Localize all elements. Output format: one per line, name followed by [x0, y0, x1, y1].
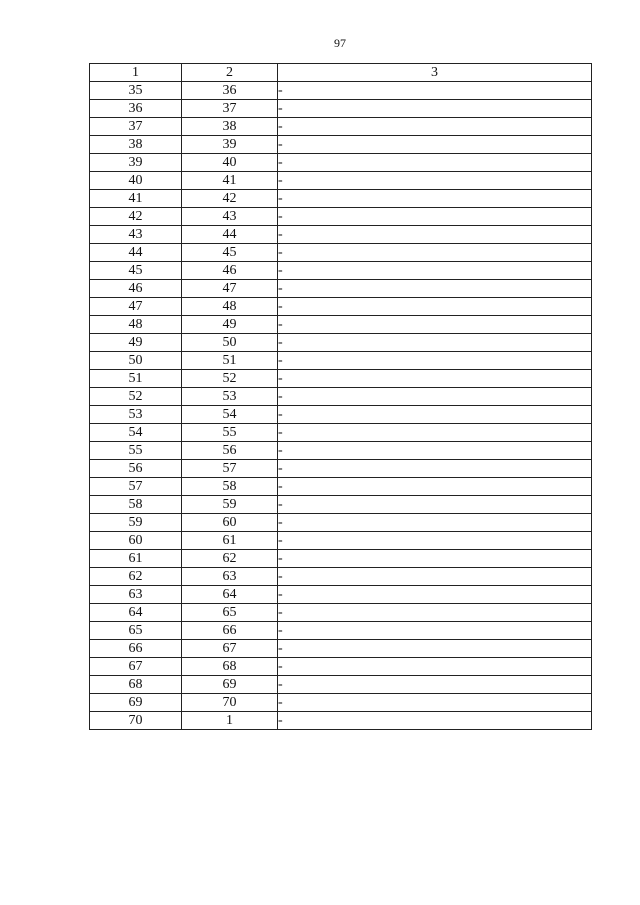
table-cell-col-1: 50 [90, 352, 182, 370]
table-cell-col-3: - [278, 388, 592, 406]
table-cell-col-1: 37 [90, 118, 182, 136]
table-row [90, 712, 592, 730]
table-row [90, 514, 592, 532]
table-cell-col-3: - [278, 712, 592, 730]
table-row [90, 262, 592, 280]
table-cell-col-2: 53 [182, 388, 278, 406]
table-row [90, 100, 592, 118]
table-row [90, 550, 592, 568]
table-cell-col-2: 57 [182, 460, 278, 478]
table-cell-col-2: 62 [182, 550, 278, 568]
table-cell-col-1: 40 [90, 172, 182, 190]
table-cell-col-3: - [278, 532, 592, 550]
table-cell-col-3: - [278, 244, 592, 262]
table-header [90, 64, 592, 82]
table-row [90, 658, 592, 676]
table-cell-col-3: - [278, 262, 592, 280]
table-row [90, 244, 592, 262]
table-cell-col-1: 59 [90, 514, 182, 532]
table-cell-col-2: 54 [182, 406, 278, 424]
table-cell-col-1: 67 [90, 658, 182, 676]
table-cell-col-2: 41 [182, 172, 278, 190]
table-cell-col-2: 1 [182, 712, 278, 730]
table-row [90, 316, 592, 334]
table-cell-col-3: - [278, 82, 592, 100]
table-cell-col-3: - [278, 136, 592, 154]
table-cell-col-3: - [278, 694, 592, 712]
table-cell-col-3: - [278, 586, 592, 604]
table-cell-col-1: 53 [90, 406, 182, 424]
table-cell-col-1: 51 [90, 370, 182, 388]
table-row [90, 118, 592, 136]
table-cell-col-1: 55 [90, 442, 182, 460]
table-row [90, 604, 592, 622]
table-row [90, 496, 592, 514]
table-cell-col-2: 37 [182, 100, 278, 118]
table-cell-col-2: 59 [182, 496, 278, 514]
table-cell-col-1: 36 [90, 100, 182, 118]
table-cell-col-3: - [278, 676, 592, 694]
table-cell-col-3: - [278, 226, 592, 244]
page-number: 97 [334, 36, 346, 50]
table-cell-col-3: - [278, 622, 592, 640]
table-cell-col-2: 43 [182, 208, 278, 226]
table-row [90, 298, 592, 316]
table-cell-col-3: - [278, 154, 592, 172]
table-cell-col-2: 40 [182, 154, 278, 172]
table-row [90, 208, 592, 226]
table-cell-col-1: 64 [90, 604, 182, 622]
table-cell-col-2: 63 [182, 568, 278, 586]
column-header-3: 3 [278, 64, 592, 82]
table-cell-col-3: - [278, 604, 592, 622]
table-cell-col-2: 39 [182, 136, 278, 154]
header-row [90, 64, 592, 82]
table-cell-col-2: 56 [182, 442, 278, 460]
table-cell-col-1: 56 [90, 460, 182, 478]
table-cell-col-3: - [278, 316, 592, 334]
table-row [90, 226, 592, 244]
table-cell-col-2: 65 [182, 604, 278, 622]
table-cell-col-2: 49 [182, 316, 278, 334]
table-cell-col-1: 52 [90, 388, 182, 406]
table-row [90, 424, 592, 442]
column-header-1: 1 [90, 64, 182, 82]
table-cell-col-1: 62 [90, 568, 182, 586]
table-cell-col-1: 65 [90, 622, 182, 640]
table-cell-col-2: 67 [182, 640, 278, 658]
table-cell-col-1: 42 [90, 208, 182, 226]
table-cell-col-1: 63 [90, 586, 182, 604]
table-cell-col-2: 45 [182, 244, 278, 262]
table-cell-col-2: 36 [182, 82, 278, 100]
table-cell-col-2: 64 [182, 586, 278, 604]
table-cell-col-3: - [278, 298, 592, 316]
table-cell-col-3: - [278, 334, 592, 352]
table-row [90, 442, 592, 460]
table-cell-col-2: 48 [182, 298, 278, 316]
table-cell-col-1: 47 [90, 298, 182, 316]
table-row [90, 82, 592, 100]
table-row [90, 406, 592, 424]
table-row [90, 136, 592, 154]
table-cell-col-1: 49 [90, 334, 182, 352]
table-cell-col-1: 60 [90, 532, 182, 550]
table-row [90, 568, 592, 586]
table-cell-col-3: - [278, 568, 592, 586]
table-cell-col-3: - [278, 460, 592, 478]
table-cell-col-3: - [278, 406, 592, 424]
table-cell-col-2: 69 [182, 676, 278, 694]
table-cell-col-1: 39 [90, 154, 182, 172]
table-cell-col-3: - [278, 208, 592, 226]
table-cell-col-1: 41 [90, 190, 182, 208]
table-body [90, 82, 592, 730]
table-cell-col-2: 66 [182, 622, 278, 640]
table-row [90, 586, 592, 604]
data-table [89, 63, 592, 730]
table-cell-col-3: - [278, 640, 592, 658]
column-header-2: 2 [182, 64, 278, 82]
table-cell-col-1: 70 [90, 712, 182, 730]
table-row [90, 460, 592, 478]
table-cell-col-1: 38 [90, 136, 182, 154]
table-row [90, 352, 592, 370]
table-row [90, 694, 592, 712]
table-cell-col-1: 69 [90, 694, 182, 712]
table-cell-col-3: - [278, 172, 592, 190]
table-row [90, 334, 592, 352]
table-cell-col-2: 61 [182, 532, 278, 550]
table-cell-col-3: - [278, 658, 592, 676]
table-cell-col-3: - [278, 514, 592, 532]
table-cell-col-1: 58 [90, 496, 182, 514]
table-cell-col-1: 44 [90, 244, 182, 262]
table-cell-col-2: 44 [182, 226, 278, 244]
table-cell-col-3: - [278, 280, 592, 298]
table-cell-col-1: 48 [90, 316, 182, 334]
table-row [90, 640, 592, 658]
table-row [90, 478, 592, 496]
table-cell-col-2: 58 [182, 478, 278, 496]
table-cell-col-2: 46 [182, 262, 278, 280]
table-cell-col-3: - [278, 478, 592, 496]
table-row [90, 190, 592, 208]
table-cell-col-1: 54 [90, 424, 182, 442]
table-cell-col-1: 43 [90, 226, 182, 244]
table-row [90, 172, 592, 190]
table-cell-col-2: 38 [182, 118, 278, 136]
table-row [90, 280, 592, 298]
table-cell-col-2: 47 [182, 280, 278, 298]
table-row [90, 154, 592, 172]
table-cell-col-2: 60 [182, 514, 278, 532]
table-cell-col-2: 50 [182, 334, 278, 352]
table-cell-col-1: 45 [90, 262, 182, 280]
table-cell-col-3: - [278, 550, 592, 568]
table-cell-col-2: 68 [182, 658, 278, 676]
table-cell-col-2: 51 [182, 352, 278, 370]
table-row [90, 676, 592, 694]
table-row [90, 622, 592, 640]
table-cell-col-3: - [278, 100, 592, 118]
table-cell-col-3: - [278, 370, 592, 388]
table-cell-col-2: 52 [182, 370, 278, 388]
table-cell-col-2: 70 [182, 694, 278, 712]
table-cell-col-1: 61 [90, 550, 182, 568]
table-cell-col-3: - [278, 118, 592, 136]
table-cell-col-1: 46 [90, 280, 182, 298]
table-cell-col-1: 66 [90, 640, 182, 658]
table-cell-col-2: 55 [182, 424, 278, 442]
table-row [90, 370, 592, 388]
table-cell-col-1: 35 [90, 82, 182, 100]
table-cell-col-3: - [278, 190, 592, 208]
table-cell-col-3: - [278, 352, 592, 370]
table-cell-col-1: 57 [90, 478, 182, 496]
table-cell-col-3: - [278, 424, 592, 442]
table-cell-col-2: 42 [182, 190, 278, 208]
table-row [90, 532, 592, 550]
table-row [90, 388, 592, 406]
table-cell-col-3: - [278, 496, 592, 514]
table-cell-col-3: - [278, 442, 592, 460]
table-cell-col-1: 68 [90, 676, 182, 694]
